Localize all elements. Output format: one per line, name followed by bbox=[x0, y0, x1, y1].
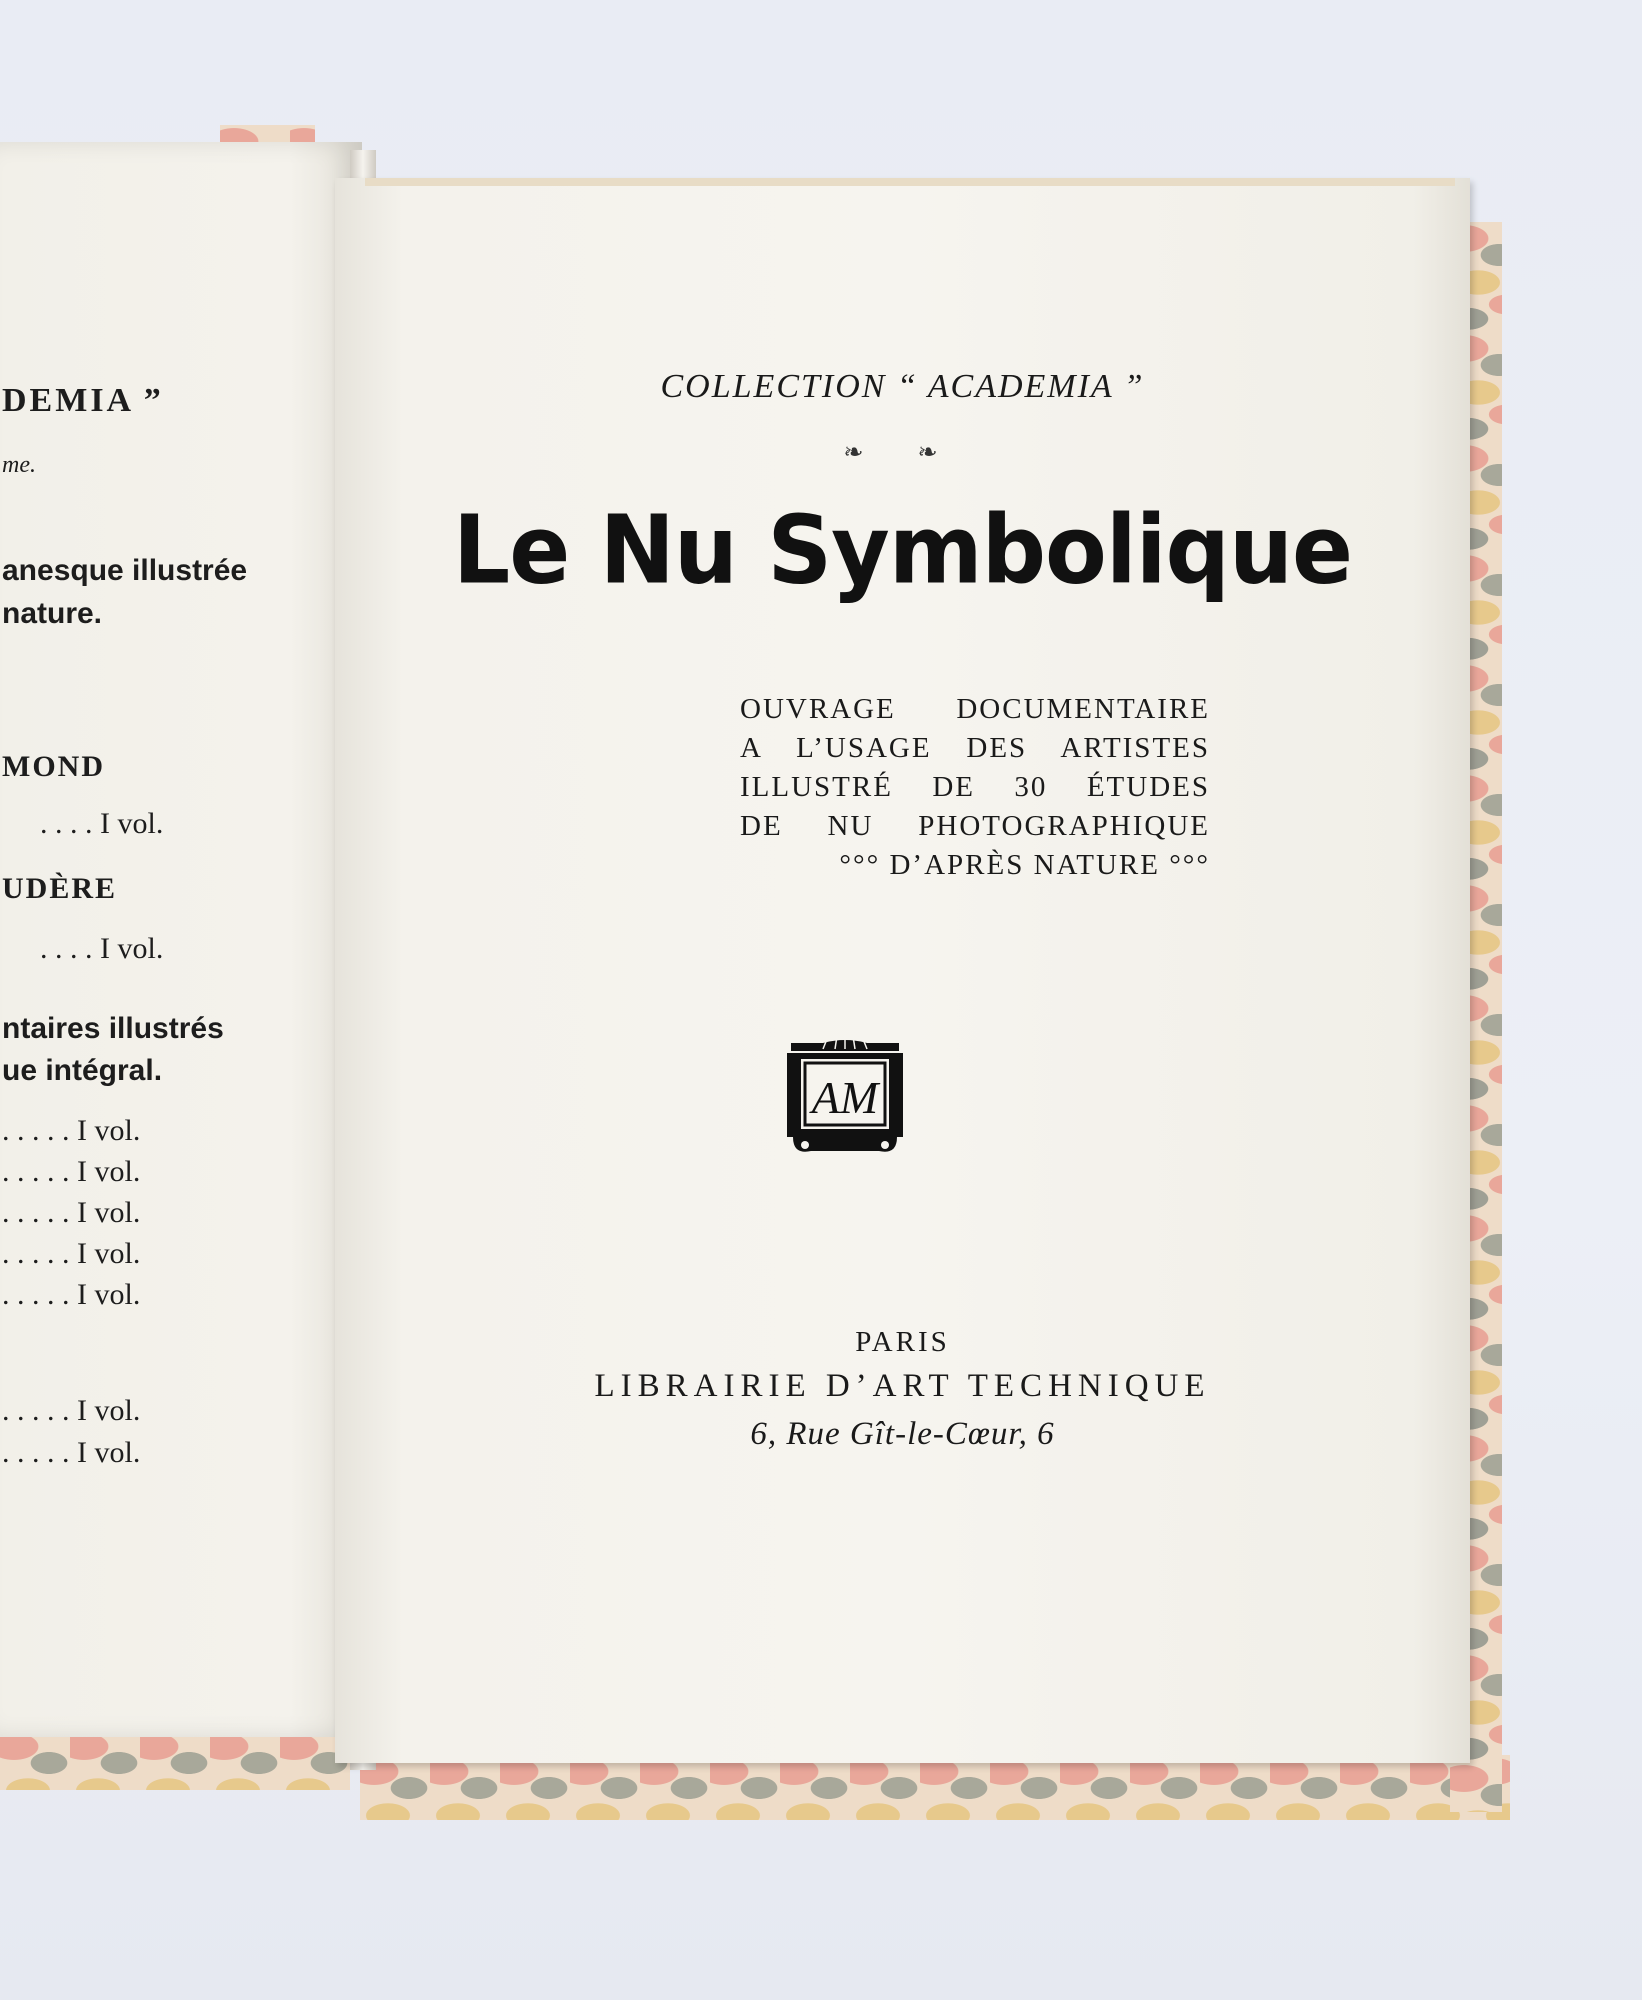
subtitle-block bbox=[740, 690, 1210, 885]
left-page-line: MOND bbox=[2, 750, 105, 783]
left-page bbox=[0, 142, 362, 1737]
publisher-city: PARIS bbox=[855, 1326, 950, 1358]
left-page-line: ue intégral. bbox=[2, 1054, 163, 1087]
subtitle-line: °°° D’APRÈS NATURE °°° bbox=[839, 849, 1210, 881]
subtitle-line: ILLUSTRÉ DE 30 ÉTUDES bbox=[740, 771, 1210, 803]
left-page-line: ntaires illustrés bbox=[2, 1012, 224, 1045]
series-title: COLLECTION “ ACADEMIA ” bbox=[660, 368, 1145, 405]
subtitle-line: OUVRAGE DOCUMENTAIRE bbox=[740, 693, 1210, 725]
cover-marble-left-bottom bbox=[0, 1730, 350, 1790]
left-page-line: . . . . . I vol. bbox=[2, 1155, 141, 1188]
subtitle-line: DE NU PHOTOGRAPHIQUE bbox=[740, 810, 1210, 842]
left-page-line: . . . . . I vol. bbox=[2, 1278, 141, 1311]
left-page-line: me. bbox=[2, 452, 36, 478]
left-page-line: . . . . . I vol. bbox=[2, 1436, 141, 1469]
book-title: Le Nu Symbolique bbox=[452, 495, 1353, 606]
left-page-line: . . . . I vol. bbox=[40, 807, 164, 840]
publisher-address: 6, Rue Gît-le-Cœur, 6 bbox=[750, 1416, 1055, 1452]
publisher-logo-icon bbox=[783, 1033, 907, 1163]
left-page-line: . . . . . I vol. bbox=[2, 1114, 141, 1147]
left-page-line: nature. bbox=[2, 597, 103, 630]
left-page-line: UDÈRE bbox=[2, 872, 118, 905]
cover-marble-right-bottom bbox=[360, 1755, 1510, 1820]
ornament-icon: ❧ ❧ bbox=[843, 440, 962, 466]
left-page-line: . . . . I vol. bbox=[40, 932, 164, 965]
logo-monogram: AM bbox=[811, 1072, 879, 1123]
left-page-line: . . . . . I vol. bbox=[2, 1394, 141, 1427]
left-page-line: . . . . . I vol. bbox=[2, 1196, 141, 1229]
left-page-line: anesque illustrée bbox=[2, 554, 248, 587]
publisher-name: LIBRAIRIE D’ART TECHNIQUE bbox=[594, 1368, 1211, 1404]
left-page-line: . . . . . I vol. bbox=[2, 1237, 141, 1270]
title-page bbox=[335, 178, 1470, 1763]
subtitle-line: A L’USAGE DES ARTISTES bbox=[740, 732, 1210, 764]
left-page-line: DEMIA ” bbox=[2, 382, 164, 419]
page-top-edge bbox=[365, 178, 1455, 186]
